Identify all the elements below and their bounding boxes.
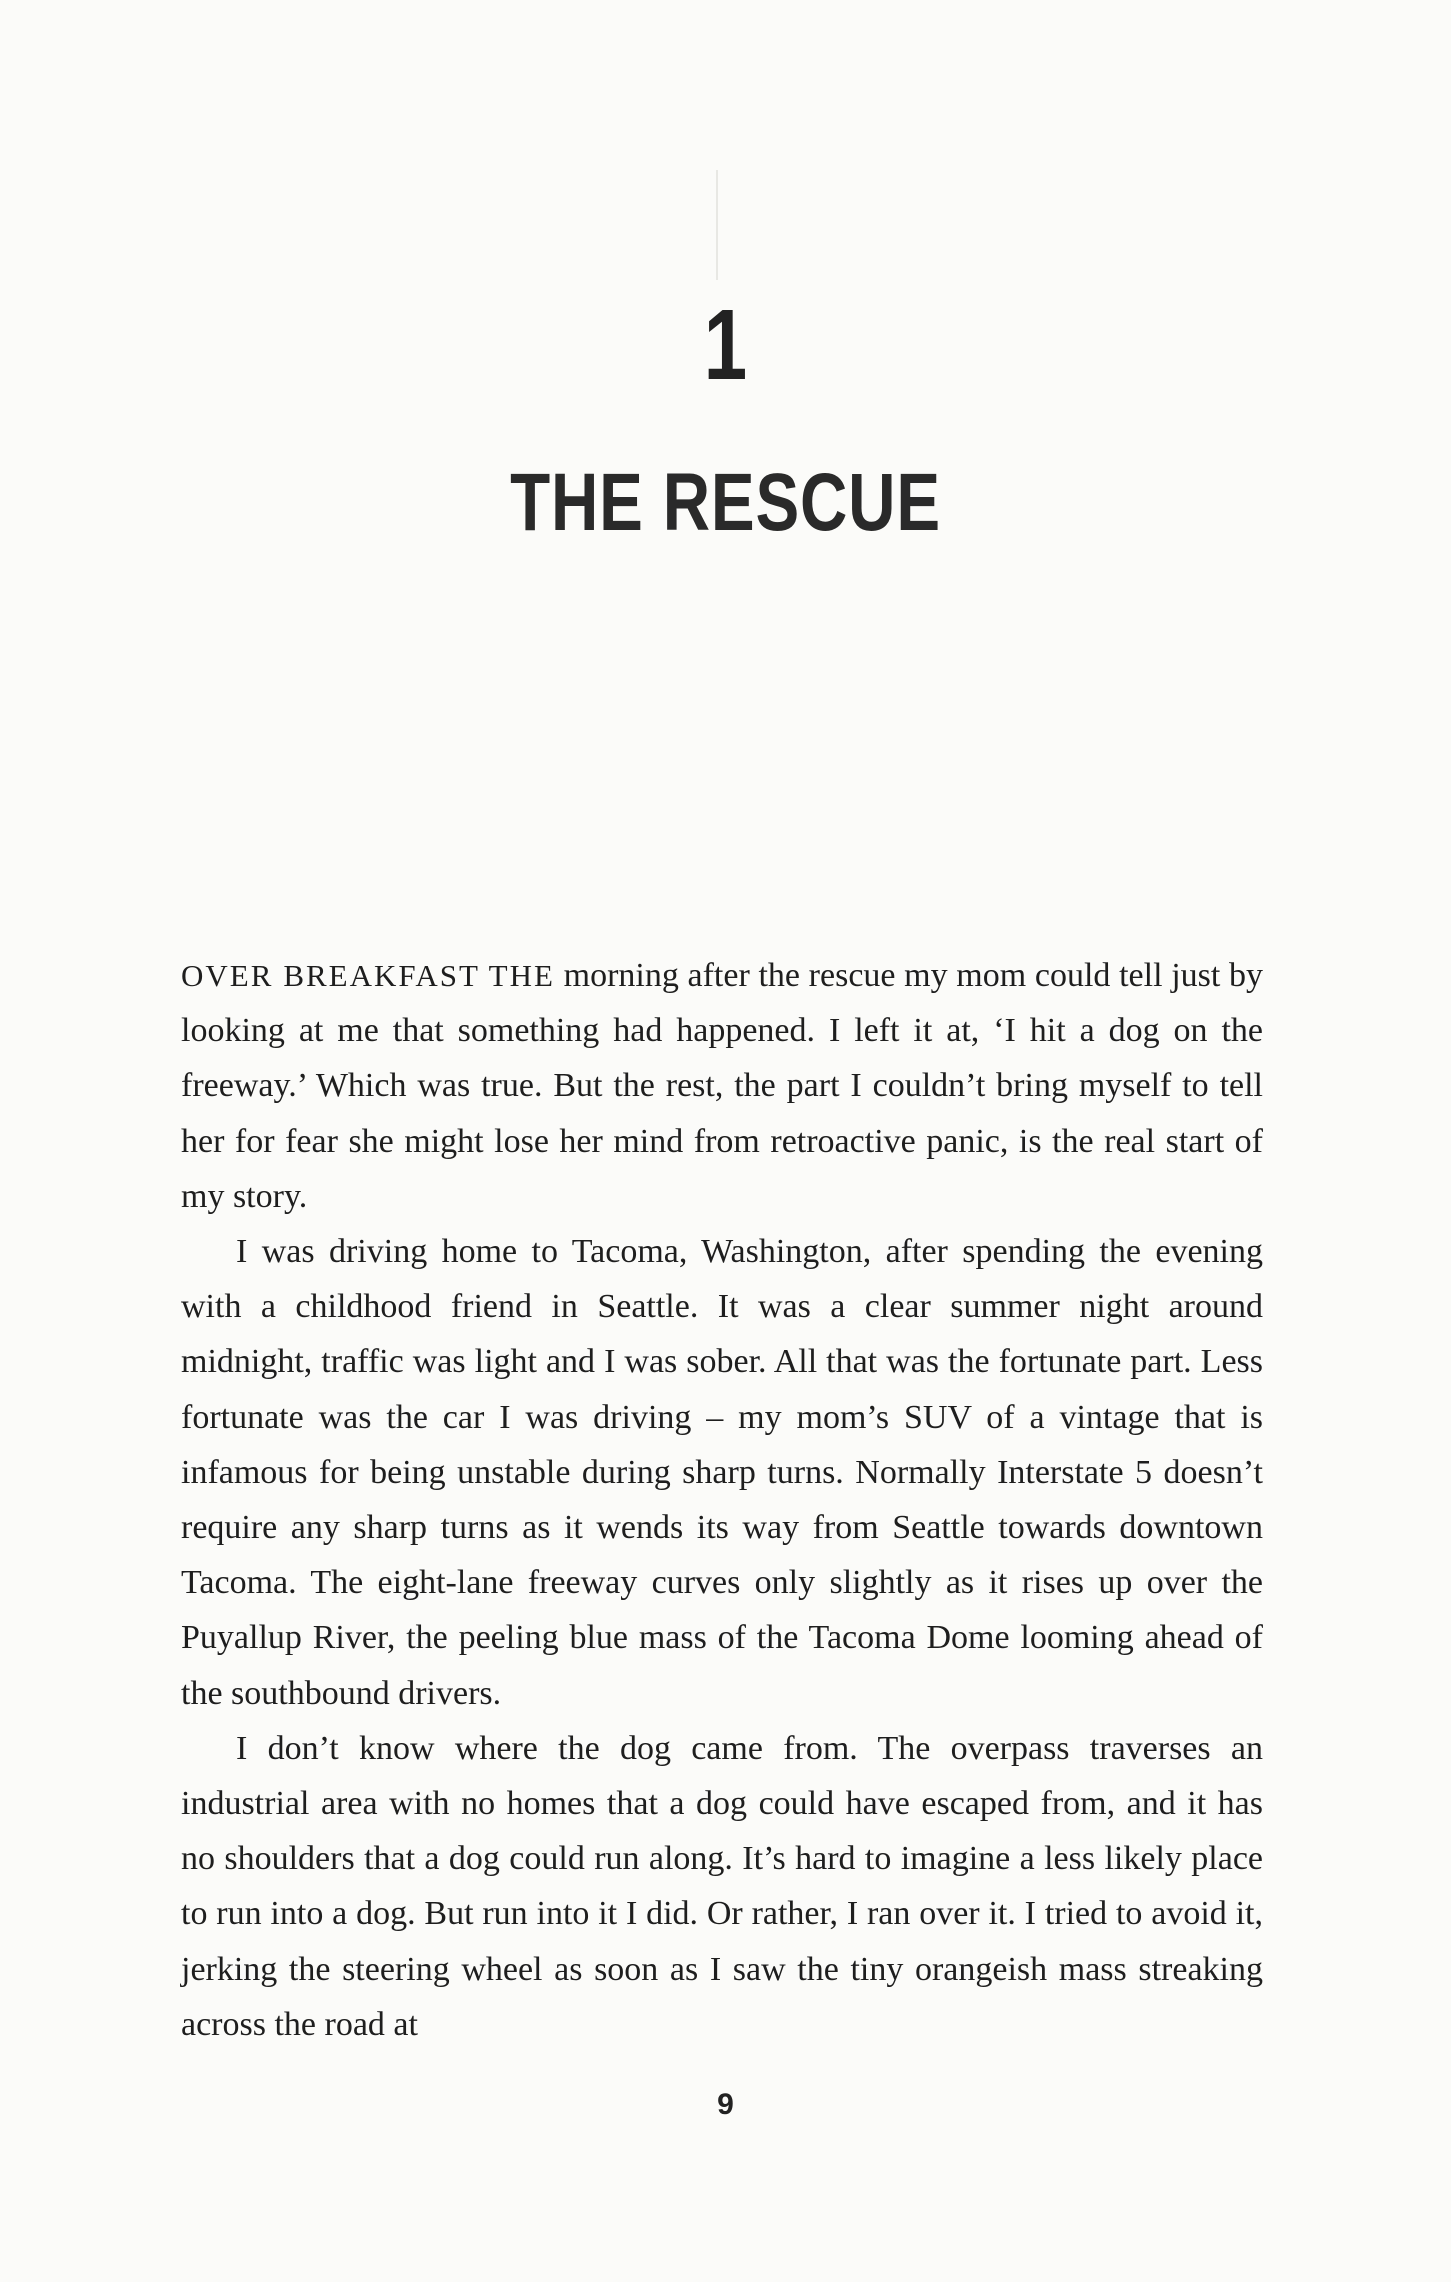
page-number: 9: [717, 2088, 734, 2121]
chapter-number: 1: [703, 289, 748, 401]
gutter-shadow: [716, 170, 718, 280]
small-caps-lead-in: OVER BREAKFAST THE: [181, 958, 555, 993]
paragraph-1-text: morning after the rescue my mom could tell just by looking at me that something had happened. I left it at, ‘I hit a dog on the freeway.’ Which was true. But the rest, the part I couldn’t bring myself to tell her for fear she might lose her mind from retroactive panic, is the real start of my story.: [181, 957, 1263, 1215]
paragraph-1: [181, 948, 1263, 1224]
paragraph-3: I don’t know where the dog came from. The overpass traverses an industrial area with no homes that a dog could have escaped from, and it has no shoulders that a dog could run along. It’s hard to imagine a less likely place to run into a dog. But run into it I did. Or rather, I ran over it. I tried to avoid it, jerking the steering wheel as soon as I saw the tiny orangeish mass streaking across the road at: [181, 1729, 1263, 2043]
paragraph-2: I was driving home to Tacoma, Washington, after spending the evening with a childhood friend in Seattle. It was a clear summer night around midnight, traffic was light and I was sober. All that was the fortunate part. Less fortunate was the car I was driving – my mom’s SUV of a vintage that is infamous for being unstable during sharp turns. Normally Interstate 5 doesn’t require any sharp turns as it wends its way from Seattle towards downtown Tacoma. The eight-lane freeway curves only slightly as it rises up over the Puyallup River, the peeling blue mass of the Tacoma Dome looming ahead of the southbound drivers.: [181, 1233, 1263, 1712]
chapter-body: [181, 948, 1263, 2052]
chapter-title: THE RESCUE: [510, 457, 941, 548]
